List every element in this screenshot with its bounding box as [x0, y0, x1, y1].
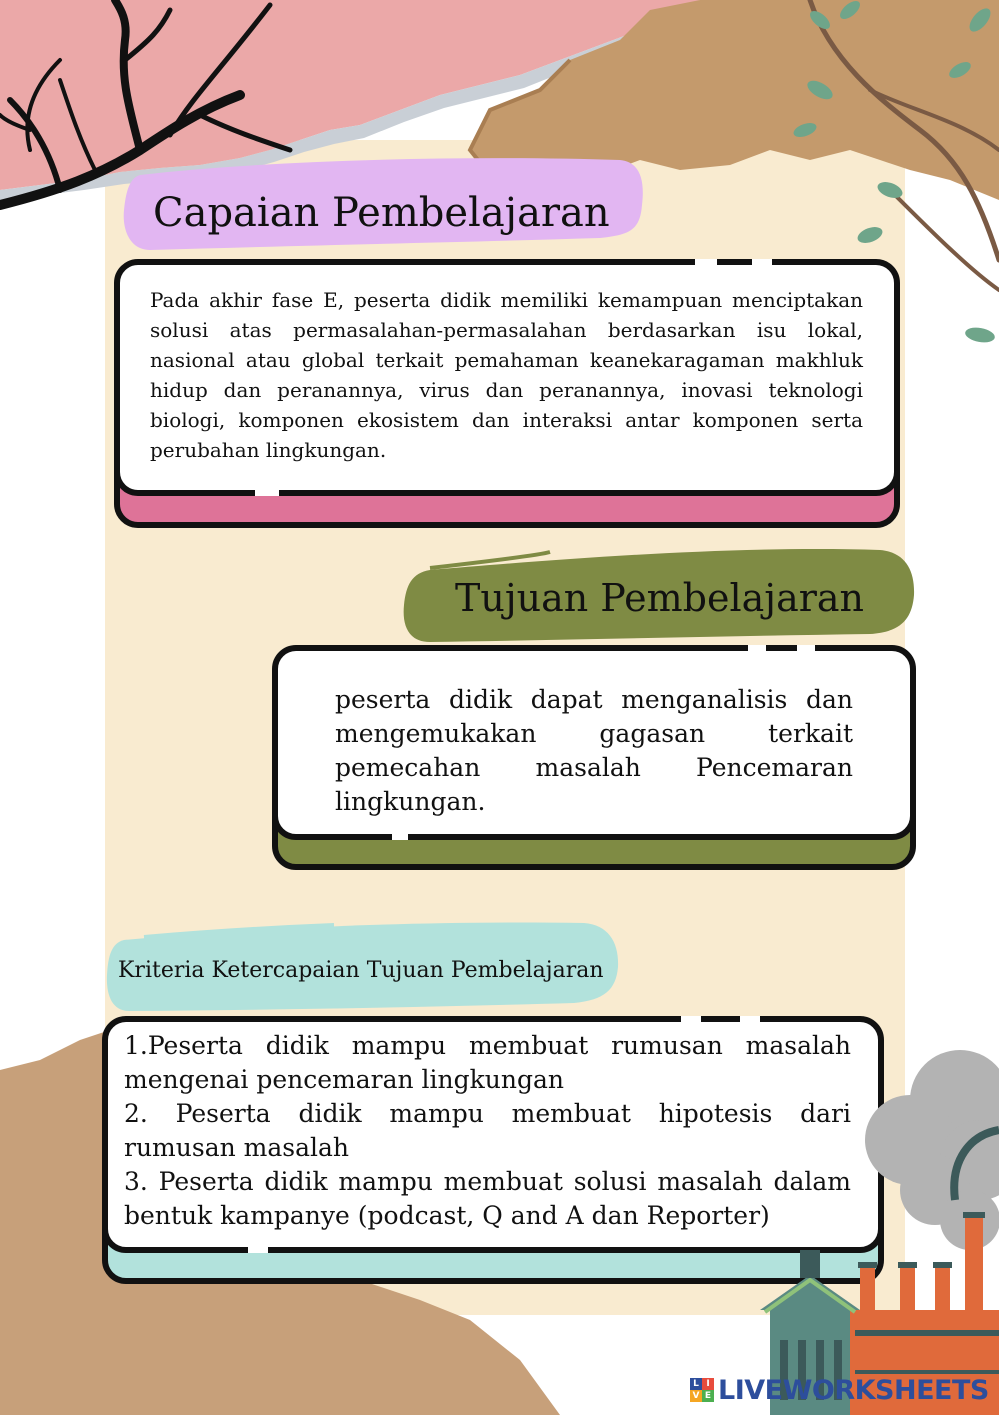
factory-illustration [760, 1040, 999, 1415]
liveworksheets-watermark [690, 1374, 989, 1406]
kriteria-item: 2. Peserta didik mampu membuat hipotesis dari rumusan masalah [124, 1099, 851, 1162]
kriteria-title: Kriteria Ketercapaian Tujuan Pembelajaran [118, 958, 604, 983]
capaian-title: Capaian Pembelajaran [153, 190, 610, 236]
capaian-body: Pada akhir fase E, peserta didik memiliki kemampuan menciptakan solusi atas permasalahan-permasalahan berdasarkan isu lokal, nasional atau global terkait pemahaman keanekaragaman makhluk hidup dan peranannya, virus dan peranannya, inovasi teknologi biologi, komponen ekosistem dan interaksi antar komponen serta perubahan lingkungan. [150, 288, 863, 462]
liveworksheets-logo-icon: L I V E [690, 1378, 714, 1402]
tujuan-title: Tujuan Pembelajaran [455, 576, 865, 620]
border-dash-gap [248, 1245, 268, 1253]
border-dash-gap [797, 645, 815, 653]
border-dash-gap [392, 832, 408, 840]
border-dash-gap [740, 1016, 760, 1024]
kriteria-list [124, 1029, 851, 1233]
kriteria-item: 3. Peserta didik mampu membuat solusi masalah dalam bentuk kampanye (podcast, Q and A dan Reporter) [124, 1167, 851, 1230]
watermark-text: LIVEWORKSHEETS [718, 1374, 989, 1406]
tujuan-body: peserta didik dapat menganalisis dan mengemukakan gagasan terkait pemecahan masalah Pencemaran lingkungan. [335, 685, 853, 816]
kriteria-item: 1.Peserta didik mampu membuat rumusan masalah mengenai pencemaran lingkungan [124, 1031, 851, 1094]
border-dash-gap [752, 259, 772, 267]
border-dash-gap [681, 1016, 701, 1024]
border-dash-gap [695, 259, 717, 267]
border-dash-gap [255, 488, 279, 496]
border-dash-gap [748, 645, 766, 653]
